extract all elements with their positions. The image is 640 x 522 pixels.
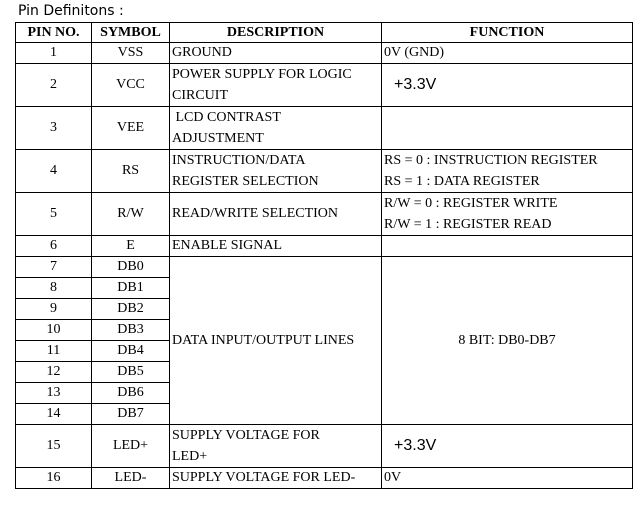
description-line: CIRCUIT <box>172 88 228 103</box>
description-line: SUPPLY VOLTAGE FOR <box>172 428 320 443</box>
pin-description <box>170 64 382 107</box>
pin-function: +3.3V <box>382 64 633 107</box>
pin-number: 8 <box>16 278 92 299</box>
pin-number: 16 <box>16 468 92 489</box>
table-row <box>16 257 633 278</box>
table-row <box>16 107 633 150</box>
function-line: R/W = 1 : REGISTER READ <box>384 217 552 232</box>
description-line: ADJUSTMENT <box>172 131 264 146</box>
pin-symbol: DB7 <box>92 404 170 425</box>
function-line: RS = 0 : INSTRUCTION REGISTER <box>384 153 598 168</box>
description-line: REGISTER SELECTION <box>172 174 319 189</box>
header-pin-no: PIN NO. <box>16 23 92 43</box>
pin-function <box>382 193 633 236</box>
pin-number: 4 <box>16 150 92 193</box>
pin-number: 9 <box>16 299 92 320</box>
description-line: LED+ <box>172 449 208 464</box>
pin-number: 7 <box>16 257 92 278</box>
table-caption: Pin Definitons : <box>18 3 124 19</box>
pin-description <box>170 425 382 468</box>
pin-symbol: DB6 <box>92 383 170 404</box>
table-row <box>16 425 633 468</box>
pin-symbol: VEE <box>92 107 170 150</box>
function-line: RS = 1 : DATA REGISTER <box>384 174 540 189</box>
pin-symbol: DB3 <box>92 320 170 341</box>
pin-number: 12 <box>16 362 92 383</box>
pin-number: 11 <box>16 341 92 362</box>
pin-symbol: RS <box>92 150 170 193</box>
header-function: FUNCTION <box>382 23 633 43</box>
pin-number: 13 <box>16 383 92 404</box>
header-description: DESCRIPTION <box>170 23 382 43</box>
pin-function: 0V <box>382 468 633 489</box>
table-row <box>16 193 633 236</box>
pin-description: READ/WRITE SELECTION <box>170 193 382 236</box>
description-line: INSTRUCTION/DATA <box>172 153 306 168</box>
header-row <box>16 23 633 43</box>
pin-symbol: DB1 <box>92 278 170 299</box>
pin-symbol: R/W <box>92 193 170 236</box>
description-line: LCD CONTRAST <box>172 110 281 125</box>
table-row <box>16 64 633 107</box>
pin-description: GROUND <box>170 43 382 64</box>
pin-number: 2 <box>16 64 92 107</box>
pin-number: 3 <box>16 107 92 150</box>
pin-symbol: E <box>92 236 170 257</box>
pin-symbol: LED- <box>92 468 170 489</box>
description-line: POWER SUPPLY FOR LOGIC <box>172 67 352 82</box>
table-row <box>16 150 633 193</box>
table-row <box>16 468 633 489</box>
pin-function: +3.3V <box>382 425 633 468</box>
pin-function <box>382 236 633 257</box>
pin-symbol: DB2 <box>92 299 170 320</box>
pin-number: 10 <box>16 320 92 341</box>
pin-symbol: DB0 <box>92 257 170 278</box>
data-lines-description: DATA INPUT/OUTPUT LINES <box>170 257 382 425</box>
pin-function <box>382 150 633 193</box>
pin-description: ENABLE SIGNAL <box>170 236 382 257</box>
pin-symbol: VCC <box>92 64 170 107</box>
table-row <box>16 236 633 257</box>
pin-symbol: VSS <box>92 43 170 64</box>
pin-definitions-table <box>15 22 633 489</box>
pin-number: 5 <box>16 193 92 236</box>
pin-number: 1 <box>16 43 92 64</box>
data-lines-function: 8 BIT: DB0-DB7 <box>382 257 633 425</box>
pin-function: 0V (GND) <box>382 43 633 64</box>
pin-number: 15 <box>16 425 92 468</box>
pin-description: SUPPLY VOLTAGE FOR LED- <box>170 468 382 489</box>
pin-symbol: LED+ <box>92 425 170 468</box>
pin-description <box>170 107 382 150</box>
table-row <box>16 43 633 64</box>
pin-number: 6 <box>16 236 92 257</box>
header-symbol: SYMBOL <box>92 23 170 43</box>
pin-symbol: DB4 <box>92 341 170 362</box>
pin-description <box>170 150 382 193</box>
function-line: R/W = 0 : REGISTER WRITE <box>384 196 558 211</box>
pin-function <box>382 107 633 150</box>
pin-symbol: DB5 <box>92 362 170 383</box>
pin-number: 14 <box>16 404 92 425</box>
